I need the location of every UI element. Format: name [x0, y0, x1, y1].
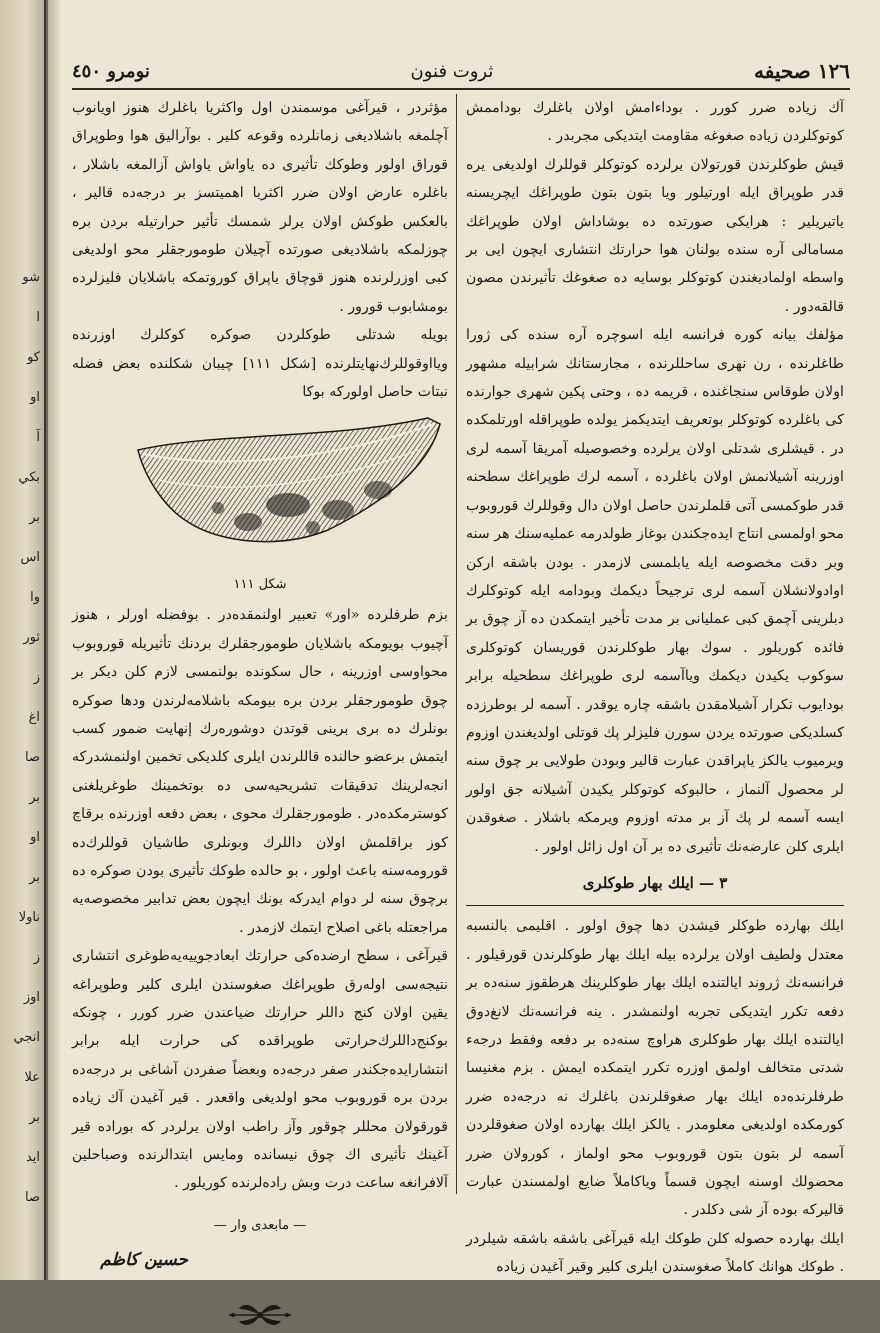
- prev-page-text-fragment: ا: [36, 310, 40, 325]
- page-number: ١٢٦: [817, 59, 850, 83]
- prev-page-text-fragment: بكي: [18, 470, 40, 485]
- prev-page-text-fragment: اس: [20, 550, 40, 565]
- paragraph: قيش طوكلرندن قورتولان يرلرده كوتوكلر قوللرك اولديغى يره قدر طوپراق ايله اورتيلور ويا بتون بتون طوپراغك ايچريسنه ياتيريلير : هرايكى صورتده ده بوشاداش اولان طوپراغك مسامالى آره سنده بولنان هوا حرارتك انتشارى ايچون ايى بر واسطه اولماديغندن كوتوكلر بوسايه ده صغوغك تأثيرندن مصون قالقه‌دور .: [466, 156, 844, 315]
- prev-page-text-fragment: اوز: [23, 990, 40, 1005]
- paragraph: ايلك بهارده حصوله كلن طوكك ايله قيرآغى باشقه باشقه شيلردر . طوكك هوانك كاملاً صغوسندن ايلرى كلير وقير آغيدن زياده: [466, 1230, 844, 1276]
- vine-branch-illustration: [128, 410, 448, 560]
- issue-number: نومرو ٤٥٠: [72, 60, 150, 82]
- prev-page-text-fragment: بر: [29, 510, 40, 525]
- prev-page-text-fragment: شو: [22, 270, 40, 285]
- column-divider: [456, 94, 457, 1194]
- paragraph: مؤلفك بيانه كوره فرانسه ايله اسوچره آره سنده كى ژورا طاغلرنده ، رن نهرى ساحللرنده ، مجارستانك شرابيله مشهور اولان طوقاس سنجاغنده ، قريمه ده ، وحتى پكين شهرى جوارنده كى باغلرده كوتوكلر بوتعريف ايتديكمز يولده طوپراقله اورتلمكده در . قيشلرى شدتلى اولان يرلرده وخصوصيله آمريقا آسمه لرى اوزرينه آشيلانمش اولان باغلرده ، آسمه لرك طوپراغك سطحنه قدر طوكمسى آتى قلملرندن حاصل اولان دال وقوللرك قوروبوب محو اولمسى انتاج ايده‌جكندن بوغاز طولدرمه عمليه‌سنك هر سنه وبر دقت مخصوصه ايله يابلمسى لازمدر . بودن باشقه اركن اوادولانشلان آسمه لرى ترجيحاً ديكمك وبودامه ايله كوتوكلرك دبلرينى آچمق كبى عمليانى بر مدت تأخير ايتمكدن ده آز چوق بر فائده كوريلور . سوك بهار طوكلرندن قوريسان كوتوكلرى سوكوب يكيدن ديكمك وياآسمه لرى طوپراغك سطحيله برابر بودايوب تكرار آشيلامقدن باشقه چاره يوقدر . آسمه لر بوطرزده كسلديكى صورتده يردن سورن فليزلر پك قوتلى اولديغندن اوزوم ويرميوب يالكز ياپراقدن عبارت قالير وبودن طولايى بر چوق سنه لر محصول آلنماز ، حالبوكه كوتوكلر يكيدن آشيلانه جق اولور ايسه آسمه لر پك آز بر مدته اوزوم ويرمكه باشلار . صغوقدن ايلرى كلن عارضه‌نك تأثيرى ده بر آن اول زائل اولور .: [466, 327, 844, 855]
- prev-page-text-fragment: ثور: [23, 630, 40, 645]
- paragraph: ايلك بهارده طوكلر قيشدن دها چوق اولور . اقليمى بالنسبه معتدل ولطيف اولان يرلرده بيله ايلك بهار طوكلرندن قورقيلور . فرانسه‌نك ژروند ايالتنده ايلك بهار طوكلرينك هرطقوز سنه‌ده بر دفعه تكرر ايتديكى تجربه اولنمشدر . ينه فرانسه‌نك لانغ‌دوق ايالتنده ايلك بهار طوكلرى هراوچ سنه‌ده بر دفعه وفقط درجه‌ء شدتى متخالف اولمق اوزره تكرر ايتمكده ايمش . بزم مغنيسا طرفلرنده‌ده ايلك بهار صغوقلرندن باغلرك نه درجه‌ده ضرر كورمكده اولديغى معلومدر . يالكز ايلك بهارده اولان صغوقلردن آسمه لر بتون بتون قوروبوب محو اولماز ، كورولان ضرر محصولك اوسنه ايچون قسماً وياكاملاً ضايع اولمسندن عبارت قاليركه بوده آز شى دكلدر .: [466, 918, 844, 1219]
- to-be-continued: — مابعدى وار —: [213, 1217, 307, 1233]
- prev-page-text-fragment: علا: [24, 1070, 40, 1085]
- prev-page-text-fragment: بر: [29, 790, 40, 805]
- author-signature: حسين كاظم: [100, 1250, 188, 1271]
- prev-page-text-fragment: او: [30, 830, 40, 845]
- page-number-group: [754, 59, 850, 83]
- prev-page-text-fragment: انجي: [13, 1030, 40, 1045]
- paragraph: بويله شدتلى طوكلردن صوكره كوكلرك اوزرنده ويااوقوللرك‌نهايتلرنده [شكل ١١١] چيبان شكلنده بعض فضله نبتات حاصل اولوركه بوكا: [72, 327, 448, 401]
- paragraph: آك زياده ضرر كورر . بوداءامش اولان باغلرك بوداممش كوتوكلردن زياده صغوغه مقاومت ايتديكى مجربدر .: [466, 100, 844, 145]
- page-header: [72, 54, 850, 90]
- paragraph: مؤثردر ، قيرآغى موسمندن اول واكثريا باغلرك هنوز اويانوب آچلمغه باشلاديغى زمانلرده وقوعه كلير . بوآراليق هوا وطوپراق قوراق اولور وطوكك تأثيرى ده ياواش ياواش آزالمغه باشلار ، باغلره عارض اولان ضرر اكثريا اهميتسز بر درجه‌ده قالير ، بالعكس طوكش اولان يرلر شمسك تأثير حرارتيله بردن بره چوزلمكه باشلاديغى صورتده آچيلان طومورجقلر محو اولديغى كبى اوزرلرنده هنوز قوچاق ياپراق كوروتمكه باشلايان فليزلرده بومشابوب قورور .: [72, 100, 448, 315]
- prev-page-text-fragment: ز: [33, 670, 40, 685]
- right-column: [466, 94, 844, 1282]
- section-divider: [466, 905, 844, 906]
- prev-page-text-fragment: صا: [25, 1190, 40, 1205]
- figure-caption: شكل ١١١: [233, 576, 287, 592]
- left-column: [72, 94, 448, 1333]
- prev-page-text-fragment: اغ: [28, 710, 40, 725]
- prev-page-text-fragment: كو: [27, 350, 40, 365]
- previous-page-edge: [0, 0, 46, 1280]
- paragraph: بزم طرفلرده «اور» تعبير اولنمقده‌در . بوفضله اورلر ، هنوز آچيوب بويومكه باشلايان طومورجقلرك بردنك تأثيريله قوروبوب محواوسى اوزرينه ، حال سكونده بولنمسى لازم كلن ديكر بر چوق طومورجقلر بردن بره بيومكه باشلامه‌لرندن ودها صوكره بونلرك ده برى برينى قوتدن دوشوره‌رك إنهايت ضمور كسب ايتمش برعضو حالنده قاللرندن ايلرى كلديكى تخمين اولنمشدركه انجه‌لرينك تدقيقات تشريحيه‌سى ده بوتخمينك طوغريلغنى كوسترمكده‌در . طومورجقلرك محوى ، بعض دفعه اوزرنده برقاچ كوز براقلمش اولان داللرك وبونلرى طاشيان قوللرك‌ده قورومه‌سنه باعث اولور ، بو حالده طوكك تأثيرى بودن صوكره ده برچوق سنه لر دوام ايدركه بونك ايچون بعض تدابير مخصوصه‌يه مراجعتله باغى اصلاح ايتمك لازمدر .: [72, 607, 448, 936]
- prev-page-text-fragment: ناولا: [18, 910, 40, 925]
- prev-page-text-fragment: ز: [33, 950, 40, 965]
- paragraph: قيرآغى ، سطح ارضده‌كى حرارتك ابعاد‌جوييه‌يه‌طوغرى انتشارى نتيجه‌سى اوله‌رق طوپراغك صغوسندن ايلرى كلير وطوپراغه يقين اولان كنج داللر حرارتك ضياعندن ضرر كورر ، چونكه بوكنج‌داللرك‌حرارتى طوپراقده كى حرارت ايله برابر انتشارايده‌جكندر صفر درجه‌ده وبعضاً صفردن آشاغى بر درجه‌ده بردن بره قوروبوب محو اولديغى واقعدر . قير آغيدن آك زياده قورقولان محللر چوقور وآز راطب اولان يرلردر كه بوراده قير آغينك تأثيرى اك چوق نيسانده ومايس ابتدالرنده وصباحلين آلافرانغه ساعت درت وبش راده‌لرنده كوريلور .: [72, 948, 448, 1192]
- prev-page-text-fragment: صا: [25, 750, 40, 765]
- prev-page-text-fragment: آ: [36, 430, 40, 445]
- prev-page-text-fragment: وا: [30, 590, 40, 605]
- floral-ornament-icon: [225, 1297, 295, 1333]
- prev-page-text-fragment: بر: [29, 870, 40, 885]
- page-label: صحيفه: [754, 59, 811, 83]
- prev-page-text-fragment: بر: [29, 1110, 40, 1125]
- journal-page: [48, 0, 880, 1280]
- magazine-title: ثروت فنون: [410, 60, 494, 82]
- prev-page-text-fragment: ايد: [25, 1150, 40, 1165]
- section-title: ٣ — ايلك بهار طوكلرى: [582, 873, 728, 892]
- prev-page-text-fragment: او: [30, 390, 40, 405]
